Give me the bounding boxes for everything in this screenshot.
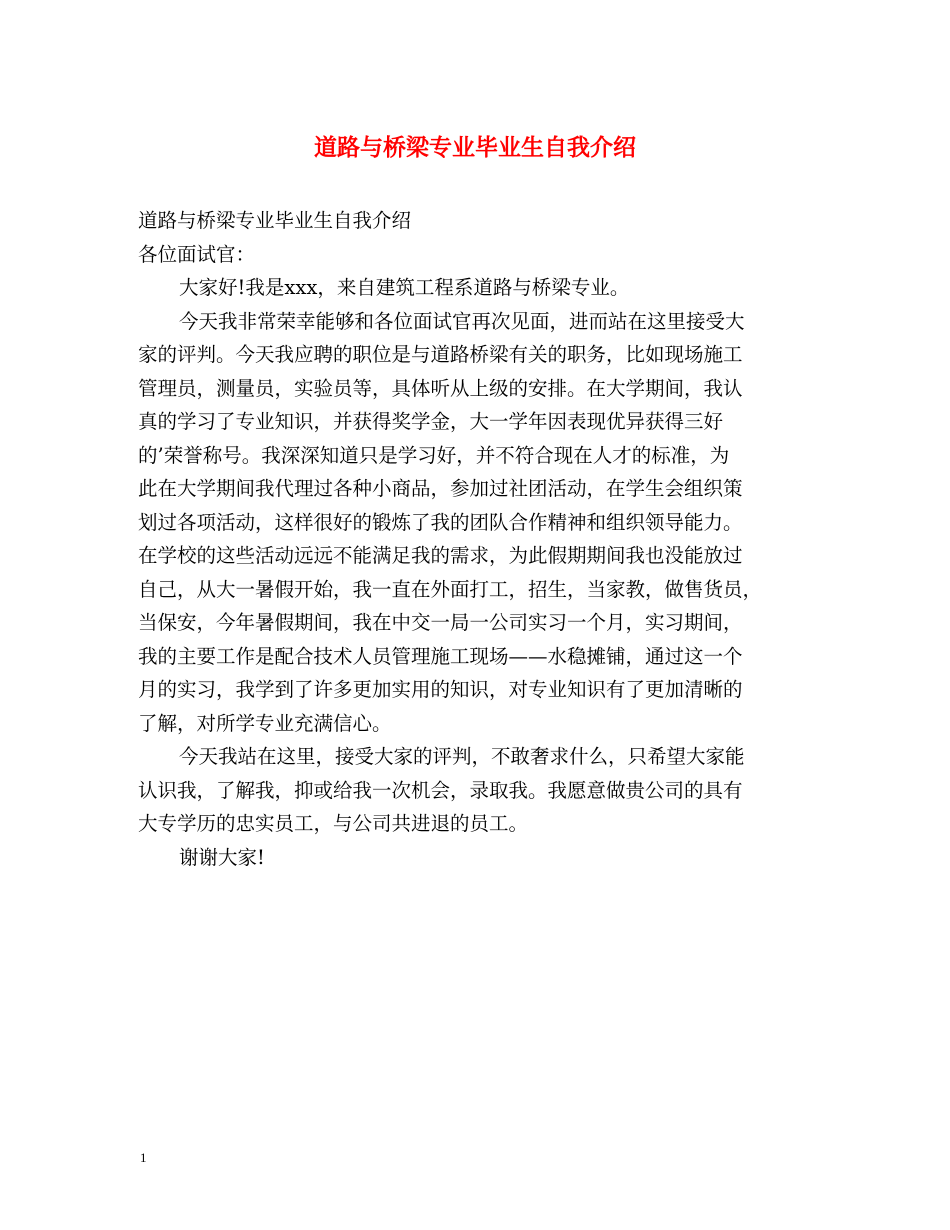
body-line: 当保安，今年暑假期间，我在中交一局一公司实习一个月，实习期间， <box>138 611 743 634</box>
body-line: 了解，对所学专业充满信心。 <box>138 711 392 735</box>
body-line: 自己，从大一暑假开始，我一直在外面打工，招生，当家教，做售货员， <box>138 577 763 601</box>
body-line: 道路与桥梁专业毕业生自我介绍 <box>138 209 412 232</box>
body-line: 的’荣誉称号。我深深知道只是学习好，并不符合现在人才的标准，为 <box>138 443 730 467</box>
body-line: 管理员，测量员，实验员等，具体听从上级的安排。在大学期间，我认 <box>138 376 743 400</box>
body-line: 大专学历的忠实员工，与公司共进退的员工。 <box>138 812 529 835</box>
body-line: 今天我站在这里，接受大家的评判，不敢奢求什么，只希望大家能 <box>179 745 745 768</box>
body-line: 各位面试官： <box>138 242 256 266</box>
body-line: 真的学习了专业知识，并获得奖学金，大一学年因表现优异获得三好 <box>138 410 724 433</box>
page-number: 1 <box>140 1150 147 1165</box>
body-line: 在学校的这些活动远远不能满足我的需求，为此假期期间我也没能放过 <box>138 544 743 567</box>
body-line: 认识我，了解我，抑或给我一次机会，录取我。我愿意做贵公司的具有 <box>138 778 743 802</box>
document-title: 道路与桥梁专业毕业生自我介绍 <box>314 134 636 161</box>
body-line: 今天我非常荣幸能够和各位面试官再次见面，进而站在这里接受大 <box>179 309 745 333</box>
body-line: 此在大学期间我代理过各种小商品，参加过社团活动，在学生会组织策 <box>138 477 743 500</box>
document-body <box>138 204 828 874</box>
body-line: 月的实习，我学到了许多更加实用的知识，对专业知识有了更加清晰的 <box>138 678 743 701</box>
body-line: 大家好!我是xxx，来自建筑工程系道路与桥梁专业。 <box>179 276 630 299</box>
body-line: 划过各项活动，这样很好的锻炼了我的团队合作精神和组织领导能力。 <box>138 510 743 534</box>
body-line: 我的主要工作是配合技术人员管理施工现场——水稳摊铺，通过这一个 <box>138 644 743 668</box>
body-line: 家的评判。今天我应聘的职位是与道路桥梁有关的职务，比如现场施工 <box>138 343 743 366</box>
body-line: 谢谢大家! <box>179 845 265 869</box>
